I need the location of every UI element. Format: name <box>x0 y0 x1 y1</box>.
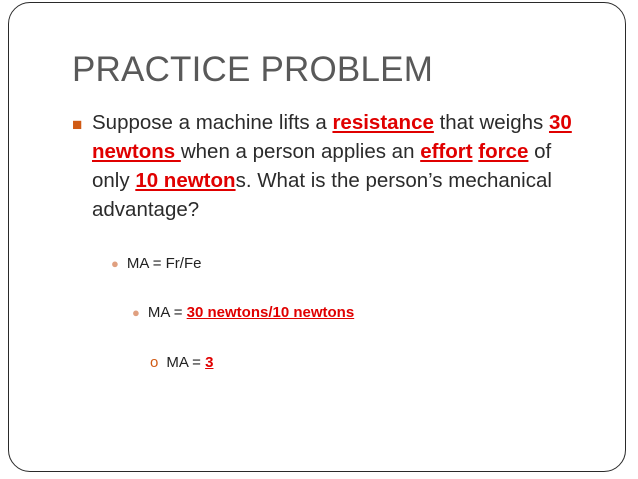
answer-prefix: MA = <box>166 354 206 371</box>
highlight-effort: effort <box>420 140 473 163</box>
dot-bullet-icon: ● <box>132 305 140 320</box>
text-part: that weighs <box>433 111 549 134</box>
formula-text: MA = Fr/Fe <box>126 255 202 272</box>
substitution-prefix: MA = <box>147 304 187 321</box>
answer-value: 3 <box>205 354 214 371</box>
dot-bullet-icon: ● <box>111 256 119 271</box>
text-part: of only <box>92 140 552 192</box>
highlight-force: force <box>478 140 529 163</box>
main-bullet <box>72 108 592 224</box>
sub-bullet-substitution <box>132 304 354 321</box>
text-part: s. What is the person’s mechanical advantage? <box>92 169 552 221</box>
highlight-30-newtons: 30 newtons <box>92 111 572 163</box>
substitution-value: 30 newtons/10 newtons <box>186 304 355 321</box>
sub-bullet-answer <box>150 354 213 371</box>
text-part: Suppose a machine lifts a <box>92 111 333 134</box>
highlight-resistance: resistance <box>332 111 434 134</box>
square-bullet-icon: ■ <box>72 115 83 134</box>
circle-bullet-icon: o <box>150 354 159 371</box>
sub-bullet-formula <box>111 255 201 272</box>
highlight-10-newtons: 10 newton <box>135 169 236 192</box>
text-part: when a person applies an <box>180 140 421 163</box>
main-bullet-text <box>92 108 592 224</box>
slide-title: PRACTICE PROBLEM <box>72 50 434 89</box>
